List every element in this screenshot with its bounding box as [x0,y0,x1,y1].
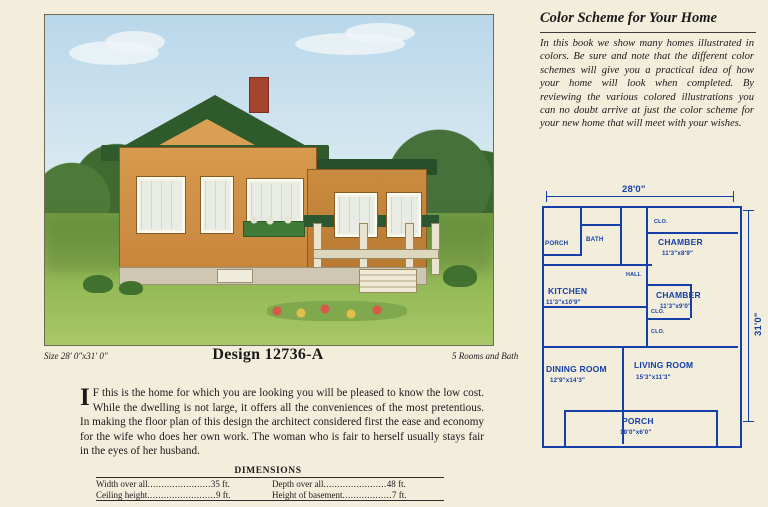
room-label-kitchen: KITCHEN [548,286,588,296]
room-label-closet-2: CLO. [651,309,665,315]
porch-steps [359,269,417,293]
divider [540,32,756,33]
dimensions-column-right [272,479,448,501]
wall [580,224,622,226]
room-label-hall: HALL [626,272,642,278]
dimension-label: Ceiling height [96,490,148,500]
dimension-label: Depth over all [272,479,324,489]
rooms-caption: 5 Rooms and Bath [452,351,519,361]
dimension-label: Height of basement [272,490,343,500]
dimensions-column-left [96,479,272,501]
wall [542,254,582,256]
color-scheme-text: In this book we show many homes illustrated in colors. Be sure and note that the different color schemes will give you a practical idea of how your home will look when completed. By reviewing the various colored illustrations you can no doubt arrive at just the color scheme for your new home that will meet with your wishes. [540,38,754,130]
description-paragraph [80,386,484,459]
room-label-closet-1: CLO. [654,219,668,225]
room-label-chamber-2: CHAMBER [656,290,701,300]
dimension-tick [743,210,754,211]
dimension-value: 48 ft. [386,479,406,489]
flower-bed [267,301,407,321]
dimension-tick [733,191,734,202]
room-label-chamber-1: CHAMBER [658,237,703,247]
window [137,177,185,233]
porch-rail [313,249,439,259]
wall [646,208,648,348]
room-size-dining-room: 12'9"x14'3" [550,377,586,384]
shrub [119,281,143,295]
table-row: Width over all.......................35 ft. [96,479,230,489]
room-label-living-room: LIVING ROOM [634,360,694,370]
wall [620,208,622,264]
room-label-closet-3: CLO. [651,329,665,335]
drop-cap: I [80,384,90,411]
table-row: Height of basement..................7 ft. [272,490,407,500]
wall [646,284,690,286]
room-label-porch-side: PORCH [545,240,569,247]
porch-posts [307,223,439,273]
window [201,177,233,233]
dimension-tick [546,191,547,202]
wall [646,232,738,234]
room-size-chamber-2: 11'3"x9'0" [660,303,692,310]
room-size-front-porch: 18'0"x6'0" [620,429,652,436]
width-dimension-label: 28'0" [618,184,650,195]
wall [580,208,582,256]
basement-window [217,269,253,283]
dimension-value: 35 ft. [210,479,230,489]
table-row: Depth over all.......................48 ft. [272,479,406,489]
dimensions-heading: DIMENSIONS [234,466,302,476]
size-caption: Size 28' 0"x31' 0" [44,351,108,361]
wall [542,264,652,266]
dimension-label: Width over all [96,479,148,489]
cloud [345,23,415,43]
cloud [105,31,165,53]
wall [542,306,646,308]
window-flower-box [243,221,305,237]
dimension-value: 7 ft. [391,490,407,500]
width-dimension-line [546,196,734,197]
floor-plan [534,184,764,484]
color-scheme-title: Color Scheme for Your Home [540,10,717,26]
house [97,73,427,288]
wall [542,346,738,348]
room-size-chamber-1: 11'3"x8'9" [662,250,694,257]
room-size-living-room: 15'3"x11'3" [636,374,671,381]
table-row: Ceiling height.........................9 ft. [96,490,231,500]
room-label-dining-room: DINING ROOM [546,364,607,374]
wall [646,318,690,320]
dimensions-table [96,479,448,501]
dimension-value: 9 ft. [216,490,231,500]
description-text: F this is the home for which you are looking you will be pleased to know the low cost. While the dwelling is not large, it offers all the conveniences of the most pretentious. In making the floor plan of this design the architect considered first the ease and economy for the wife who does her own work. The woman who is fair to herself usually stays fair in the eyes of her husband. [80,387,484,458]
shrub [83,275,113,293]
dimension-tick [743,421,754,422]
room-label-front-porch: PORCH [622,416,654,426]
room-size-kitchen: 11'3"x10'9" [546,299,581,306]
divider [96,500,444,501]
divider [96,477,444,478]
room-label-bath: BATH [586,236,604,243]
house-illustration [44,14,494,346]
depth-dimension-label: 31'0" [753,312,764,336]
depth-dimension-line [748,210,749,422]
shrub [443,265,477,287]
design-title: Design 12736-A [212,346,324,363]
